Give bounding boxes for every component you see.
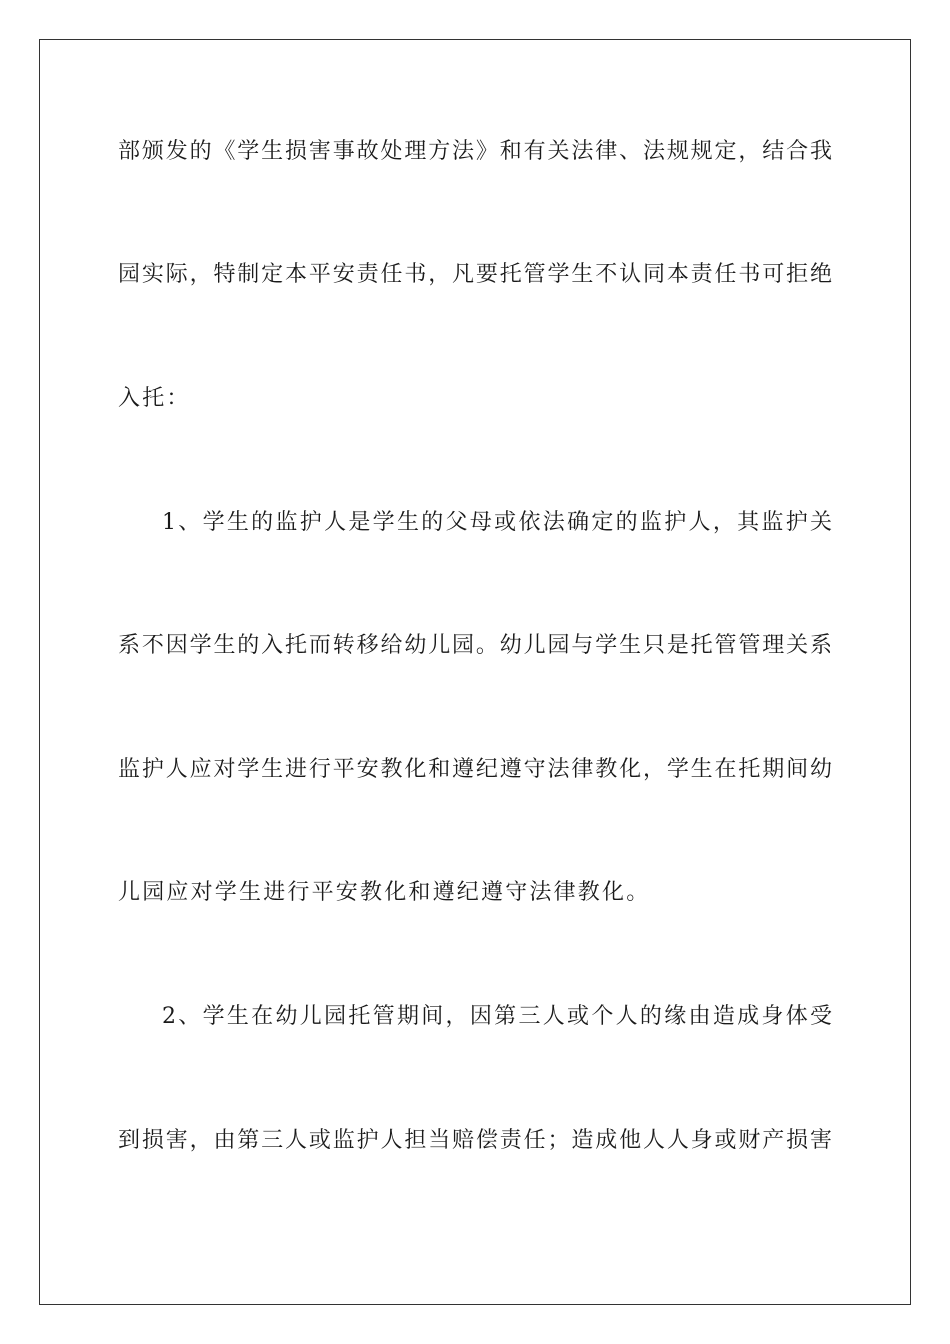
paragraph-line-7: 儿园应对学生进行平安教化和遵纪遵守法律教化。 — [118, 880, 651, 905]
paragraph-line-6: 监护人应对学生进行平安教化和遵纪遵守法律教化，学生在托期间幼 — [118, 757, 832, 782]
paragraph-line-2: 园实际，特制定本平安责任书，凡要托管学生不认同本责任书可拒绝 — [118, 262, 832, 287]
paragraph-line-1: 部颁发的《学生损害事故处理方法》和有关法律、法规规定，结合我 — [118, 139, 832, 164]
paragraph-line-8: 2、学生在幼儿园托管期间，因第三人或个人的缘由造成身体受 — [162, 1004, 832, 1029]
paragraph-line-3: 入托： — [118, 386, 191, 411]
page-border — [39, 39, 911, 1305]
paragraph-line-4: 1、学生的监护人是学生的父母或依法确定的监护人，其监护关 — [162, 510, 832, 535]
paragraph-line-5: 系不因学生的入托而转移给幼儿园。幼儿园与学生只是托管管理关系 — [118, 633, 832, 658]
paragraph-line-9: 到损害，由第三人或监护人担当赔偿责任；造成他人人身或财产损害 — [118, 1128, 832, 1153]
